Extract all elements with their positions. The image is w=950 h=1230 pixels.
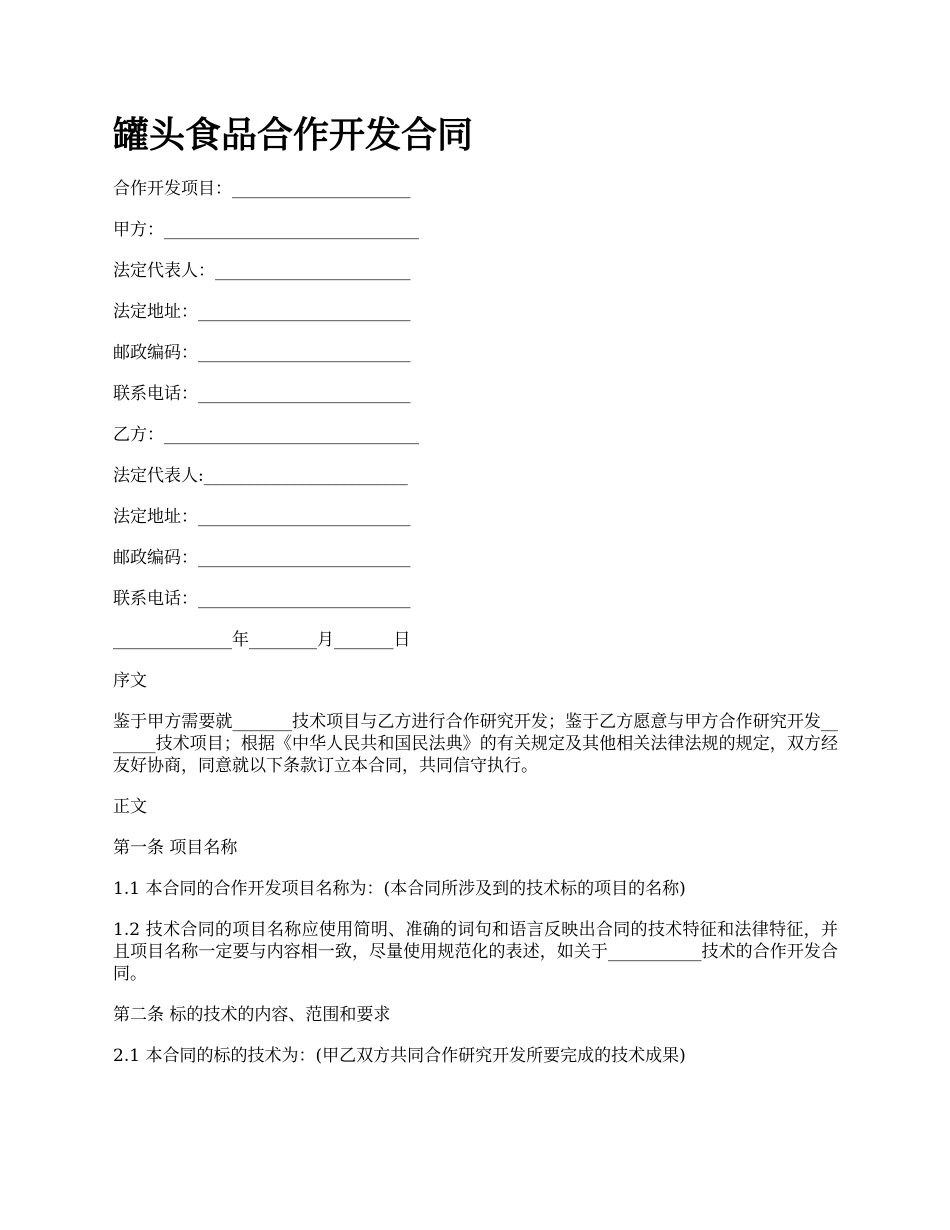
preface-text: 鉴于甲方需要就_______技术项目与乙方进行合作研究开发；鉴于乙方愿意与甲方合作研究开发_______技术项目；根据《中华人民共和国民法典》的有关规定及其他相关法律法规的规定，双方经友好协商，同意就以下条款订立本合同，共同信守执行。 (113, 712, 838, 776)
body-heading: 正文 (113, 797, 147, 817)
field-project-name: 合作开发项目：_____________________ (113, 179, 411, 199)
field-party-a-address: 法定地址：_________________________ (113, 302, 411, 322)
article-1-heading: 第一条 项目名称 (113, 838, 238, 858)
clause-1-1: 1.1 本合同的合作开发项目名称为：(本合同所涉及到的技术标的项目的名称) (113, 879, 686, 899)
field-party-a-postcode: 邮政编码：_________________________ (113, 343, 411, 363)
field-party-b-phone: 联系电话：_________________________ (113, 589, 411, 609)
field-party-b-address: 法定地址：_________________________ (113, 507, 411, 527)
field-party-b: 乙方：______________________________ (113, 425, 419, 445)
field-party-a-phone: 联系电话：_________________________ (113, 384, 411, 404)
field-party-b-representative: 法定代表人:________________________ (113, 466, 408, 486)
clause-1-2: 1.2 技术合同的项目名称应使用简明、准确的词句和语言反映出合同的技术特征和法律特征，并且项目名称一定要与内容相一致，尽量使用规范化的表述，如关于___________技术的合作开发合同。 (113, 920, 838, 984)
document-title: 罐头食品合作开发合同 (113, 115, 474, 156)
field-party-a: 甲方：______________________________ (113, 220, 419, 240)
clause-2-1: 2.1 本合同的标的技术为：(甲乙双方共同合作研究开发所要完成的技术成果) (113, 1046, 686, 1066)
preface-heading: 序文 (113, 671, 147, 691)
field-date: ______________年________月_______日 (113, 630, 411, 650)
field-party-a-representative: 法定代表人：_______________________ (113, 261, 411, 281)
article-2-heading: 第二条 标的技术的内容、范围和要求 (113, 1005, 391, 1025)
contract-page (113, 112, 838, 1086)
field-party-b-postcode: 邮政编码：_________________________ (113, 548, 411, 568)
